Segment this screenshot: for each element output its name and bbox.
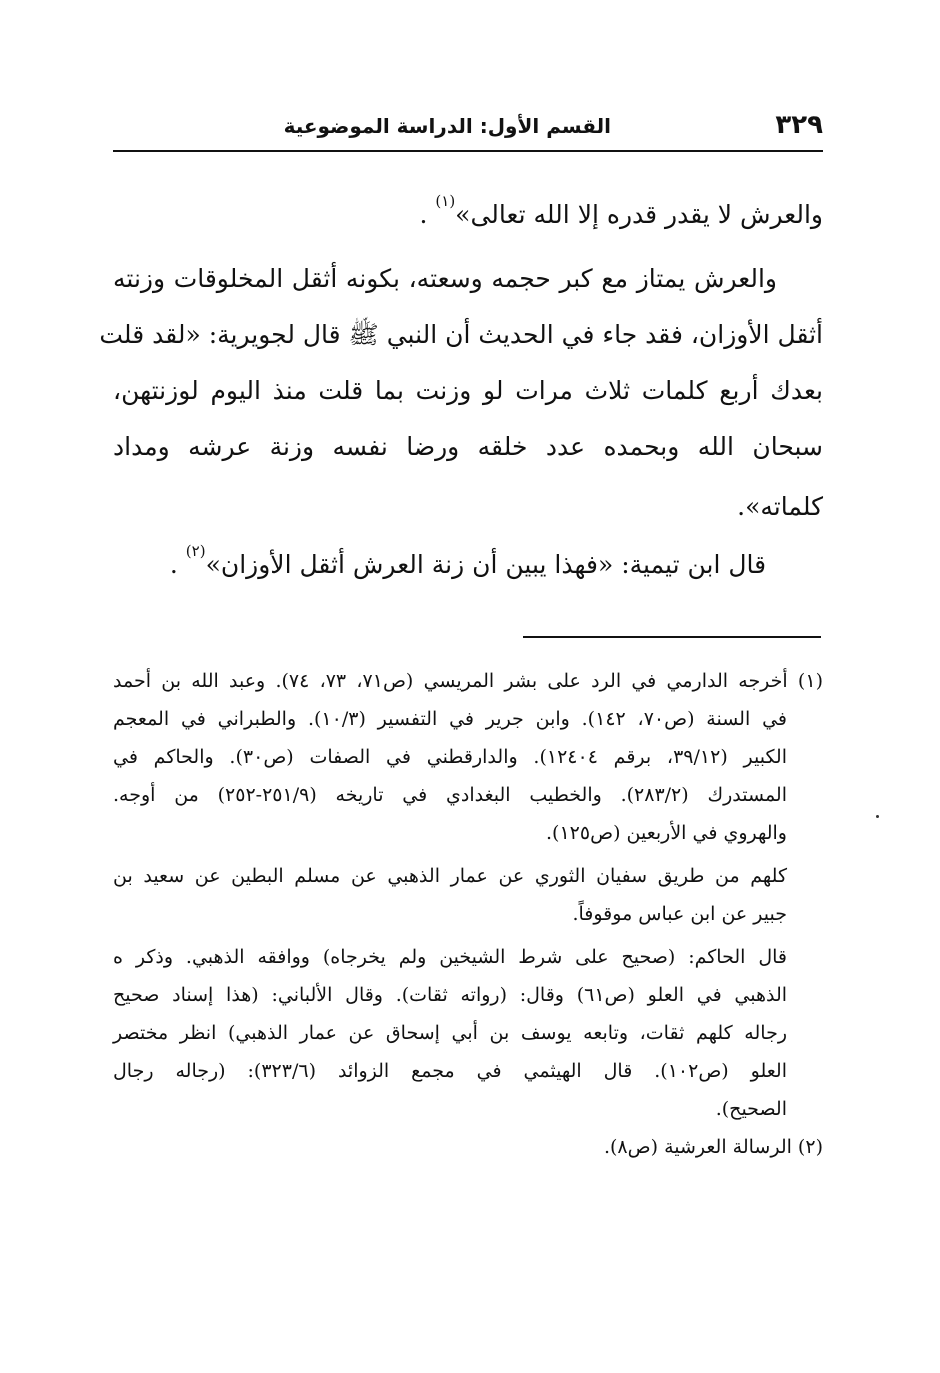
footnote-line: كلهم من طريق سفيان الثوري عن عمار الذهبي عن مسلم البطين عن سعيد بن [113,865,787,887]
footnote-ref: (١) [435,192,456,210]
page-number: ٣٢٩ [775,110,823,140]
scan-speck [876,815,879,818]
footnote-line: العلو (ص١٠٢). قال الهيثمي في مجمع الزوائد (٣٢٣/٦): (رجاله رجال [113,1060,787,1082]
footnote-line: الذهبي في العلو (ص٦١) وقال: (رواته ثقات). وقال الألباني: (هذا إسناد صحيح [113,984,788,1006]
footnote-line: (٢) الرسالة العرشية (ص٨). [603,1136,823,1158]
text-line: قال ابن تيمية: «فهذا يبين أن زنة العرش أثقل الأوزان»$^{(٢)}$ . [169,542,767,579]
running-title: القسم الأول: الدراسة الموضوعية [283,114,611,138]
text-line: سبحان الله وبحمده عدد خلقه ورضا نفسه وزنة عرشه ومداد [113,432,823,461]
footnote-line: الكبير (٣٩/١٢، برقم ١٢٤٠٤). والدارقطني في الصفات (ص٣٠). والحاكم في [113,746,788,768]
page-header [113,106,823,152]
footnote-separator [523,636,821,638]
main-text [99,186,823,616]
footnote-line: (١) أخرجه الدارمي في الرد على بشر المريسي (ص٧١، ٧٣، ٧٤). وعبد الله بن أحمد [113,670,823,692]
footnote-line: جبير عن ابن عباس موقوفاً. [572,903,787,925]
footnote-line: رجاله كلهم ثقات، وتابعه يوسف بن أبي إسحاق عن عمار الذهبي) انظر مختصر [113,1022,787,1044]
footnote-line: والهروي في الأربعين (ص١٢٥). [546,822,787,844]
footnote-line: قال الحاكم: (صحيح على شرط الشيخين ولم يخرجاه) ووافقه الذهبي. وذكر ه [113,946,787,968]
text-line: والعرش لا يقدر قدره إلا الله تعالى»$^{(١)}$ . [419,192,823,229]
text-line: كلماته». [737,492,823,521]
text-line: بعدك أربع كلمات ثلاث مرات لو وزنت بما قلت منذ اليوم لوزنتهن، [113,376,823,405]
footnote-line: المستدرك (٢٨٣/٢). والخطيب البغدادي في تاريخه (٢٥١/٩-٢٥٢) من أوجه. [113,784,787,806]
text-line: والعرش يمتاز مع كبر حجمه وسعته، بكونه أثقل المخلوقات وزنته [113,264,777,293]
footnote-ref: (٢) [185,542,206,560]
footnote-line: الصحيح). [715,1098,787,1120]
text-line: أثقل الأوزان، فقد جاء في الحديث أن النبي ﷺ قال لجويرية: «لقد قلت [99,320,823,349]
footnote-line: في السنة (ص٧٠، ١٤٢). وابن جرير في التفسير (١٠/٣). والطبراني في المعجم [113,708,787,730]
